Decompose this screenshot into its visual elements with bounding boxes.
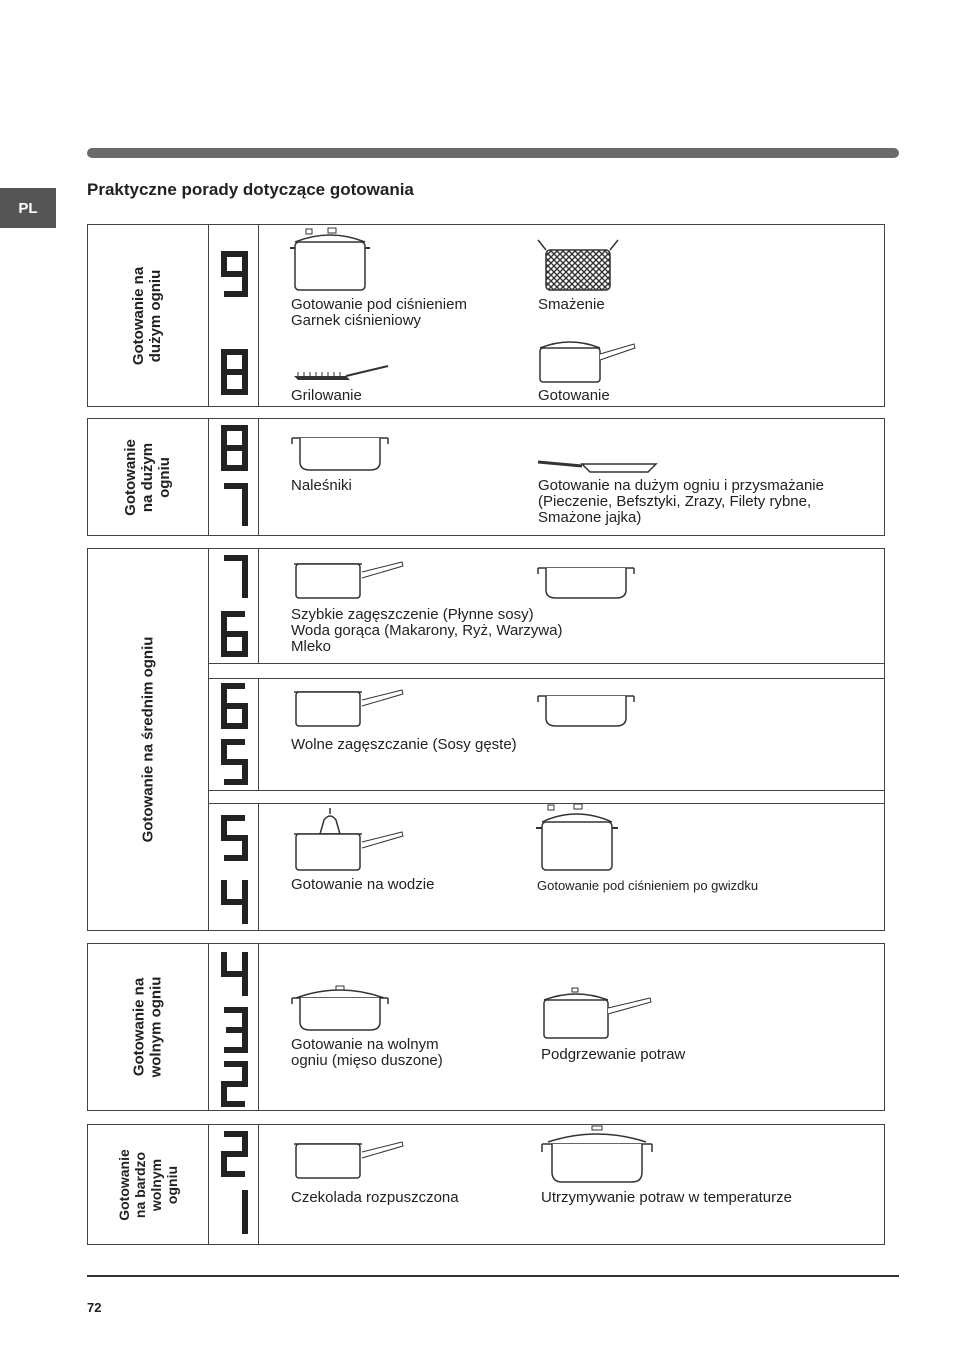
pressure-cooker-icon	[536, 802, 618, 874]
digit-3-icon	[214, 1006, 254, 1054]
language-tab: PL	[0, 188, 56, 228]
column-divider	[258, 678, 259, 791]
row-divider	[208, 790, 885, 791]
column-divider	[258, 1124, 259, 1245]
digit-8-icon	[214, 348, 254, 396]
page-title: Praktyczne porady dotyczące gotowania	[87, 180, 414, 199]
digit-6-icon	[214, 610, 254, 658]
top-rule	[87, 148, 899, 158]
digit-5-icon	[214, 814, 254, 862]
digit-1-icon	[214, 1188, 254, 1236]
item-label: Gotowanie na dużym ogniu i przysmażanie (Pieczenie, Befsztyki, Zrazy, Filety rybne, Smażone jajka)	[538, 477, 824, 526]
item-label: Gotowanie pod ciśnieniem po gwizdku	[537, 878, 759, 893]
digit-4-icon	[214, 878, 254, 926]
low-pot-icon	[536, 690, 636, 730]
column-divider	[258, 803, 259, 931]
column-divider	[208, 1124, 209, 1245]
digit-7-icon	[214, 482, 254, 530]
item-label: Gotowanie na wolnym ogniu (mięso duszone)	[291, 1036, 443, 1069]
pressure-cooker-icon	[290, 226, 370, 294]
low-pot-icon	[290, 432, 390, 474]
column-divider	[258, 548, 259, 663]
digit-4-icon	[214, 950, 254, 998]
digit-8-icon	[214, 424, 254, 472]
item-label: Podgrzewanie potraw	[541, 1046, 686, 1063]
row-label: Gotowanie na bardzo wolnym ogniu	[115, 1148, 180, 1221]
bain-marie-icon	[290, 806, 406, 874]
item-label: Wolne zagęszczanie (Sosy gęste)	[291, 736, 517, 753]
digit-7-icon	[214, 554, 254, 602]
item-label: Gotowanie na wodzie	[291, 876, 435, 893]
item-label: Smażenie	[538, 296, 605, 313]
column-divider	[258, 224, 259, 407]
digit-5-icon	[214, 738, 254, 786]
saucepan-icon	[290, 560, 406, 602]
saucepan-lid-icon	[540, 986, 654, 1042]
column-divider	[208, 418, 209, 536]
row-divider	[208, 678, 885, 679]
column-divider	[208, 943, 209, 1111]
item-label: Naleśniki	[291, 477, 352, 494]
item-label: Czekolada rozpuszczona	[291, 1189, 459, 1206]
item-label: Gotowanie	[538, 387, 610, 404]
casserole-icon	[290, 980, 390, 1034]
digit-2-icon	[214, 1060, 254, 1108]
item-label: Utrzymywanie potraw w temperaturze	[541, 1189, 792, 1206]
digit-2-icon	[214, 1130, 254, 1178]
column-divider	[208, 548, 209, 931]
digit-9-icon	[214, 250, 254, 298]
item-label: Grilowanie	[291, 387, 362, 404]
frying-pan-icon	[536, 456, 660, 476]
item-label: Szybkie zagęszczenie (Płynne sosy) Woda gorąca (Makarony, Ryż, Warzywa) Mleko	[291, 606, 563, 655]
row-label: Gotowanie na dużym ogniu	[121, 438, 173, 516]
casserole-icon	[540, 1124, 654, 1186]
item-label: Gotowanie pod ciśnieniem Garnek ciśnieniowy	[291, 296, 467, 329]
low-pot-icon	[536, 562, 636, 602]
row-label: Gotowanie na dużym ogniu	[130, 266, 165, 365]
saucepan-icon	[290, 1140, 406, 1182]
grill-pan-icon	[290, 362, 390, 386]
column-divider	[208, 224, 209, 407]
saucepan-icon	[290, 688, 406, 730]
bottom-rule	[87, 1275, 899, 1277]
page-number: 72	[87, 1300, 102, 1315]
column-divider	[258, 418, 259, 536]
column-divider	[258, 943, 259, 1111]
digit-6-icon	[214, 682, 254, 730]
saucepan-lid-icon	[536, 336, 636, 386]
fryer-basket-icon	[536, 236, 620, 294]
row-label: Gotowanie na średnim ogniu	[139, 636, 157, 843]
row-label: Gotowanie na wolnym ogniu	[130, 976, 165, 1078]
row-divider	[208, 663, 885, 664]
